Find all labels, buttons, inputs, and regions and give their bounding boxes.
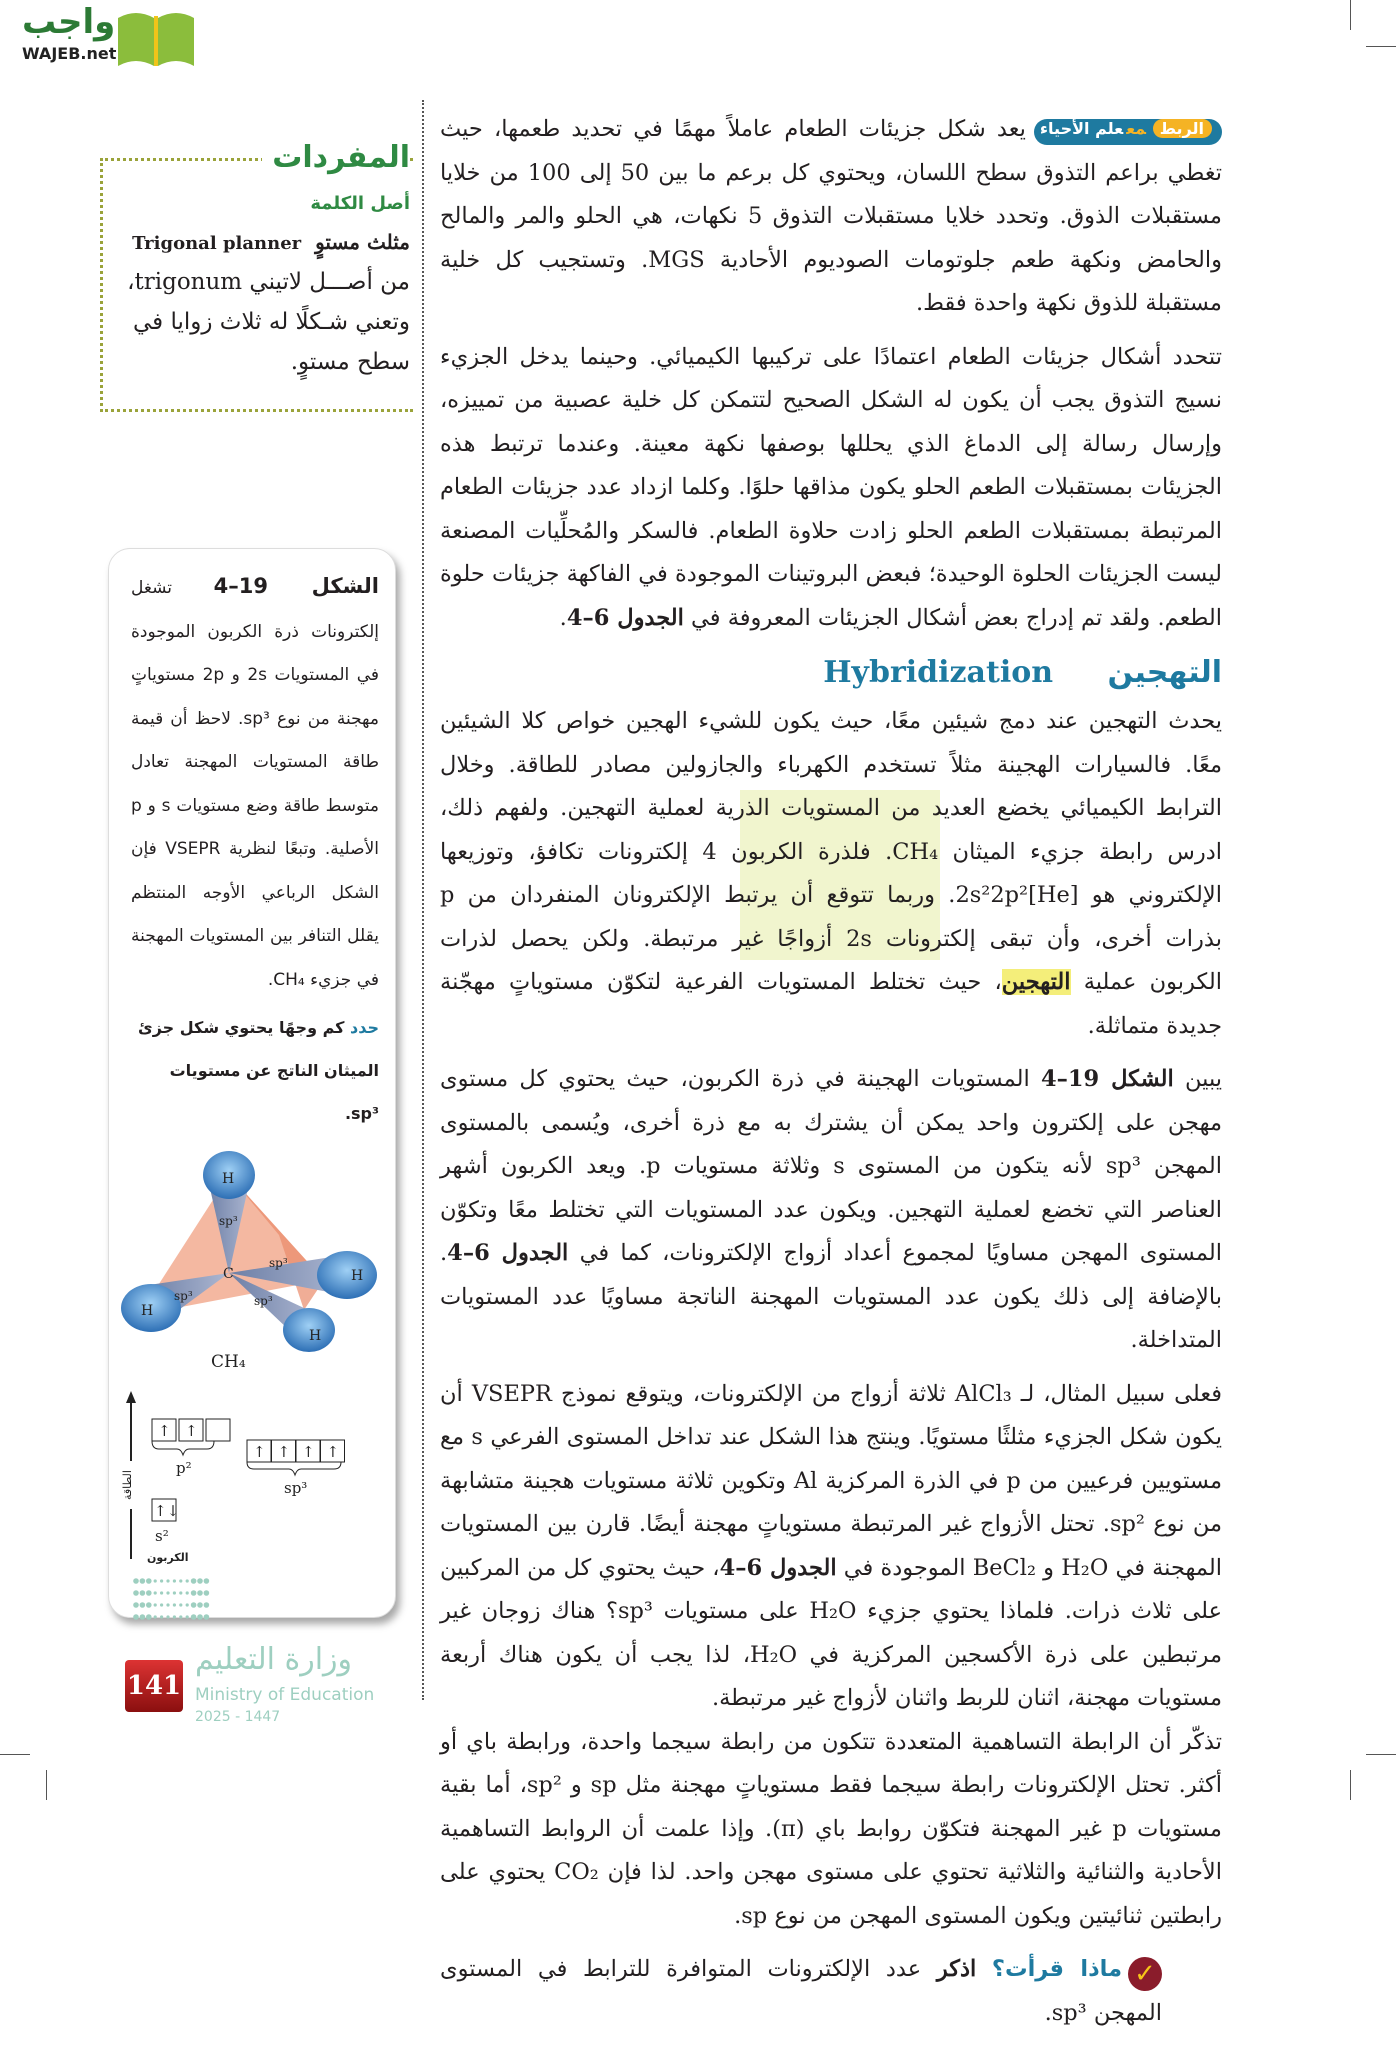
hydrogen-sphere bbox=[317, 1251, 377, 1299]
electron-arrow: ↑ bbox=[326, 1443, 340, 1461]
term-english: Trigonal planner bbox=[132, 233, 302, 254]
sp3-label: sp³ bbox=[174, 1289, 193, 1303]
sp3-level-label: sp³ bbox=[284, 1479, 308, 1497]
text-run: تشغل إلكترونات ذرة الكربون الموجودة في المستويات 2s و 2p مستوياتٍ مهجنة من نوع sp³. لاحظ أن قيمة طاقة المستويات المهجنة تعادل متوسط طاقة وضع مستويات s و p الأصلية. وتبعًا لنظرية VSEPR فإن الشكل الرباعي الأوجه المنتظم يقلل التنافر بين المستويات المهجنة في جزيء CH₄. bbox=[131, 578, 379, 990]
text-run: يحدث التهجين عند دمج شيئين معًا، حيث يكون للشيء الهجين خواص كلا الشيئين معًا. فالسيارات الهجينة مثلاً تستخدم الكهرباء والجازولين مصادر للطاقة. وخلال الترابط الكيميائي يخضع العديد من المستويات الذرية لعملية التهجين. ولفهم ذلك، ادرس رابطة جزيء الميثان CH₄. فلذرة الكربون 4 إلكترونات تكافؤ، وتوزيعها الإلكتروني هو [He]2s²2p². وربما تتوقع أن يرتبط الإلكترونان المنفردان من p بذرات أخرى، وأن تبقى إلكترونات 2s أزواجًا غير مرتبطة. ولكن يحصل لذرات الكربون عملية bbox=[440, 708, 1222, 995]
term-arabic: مثلث مستوٍ bbox=[315, 230, 410, 254]
logo-dot bbox=[133, 1602, 139, 1608]
ministry-english: Ministry of Education bbox=[195, 1685, 375, 1705]
logo-dot bbox=[146, 1614, 152, 1620]
logo-dot bbox=[166, 1591, 169, 1594]
logo-dot bbox=[166, 1603, 169, 1606]
logo-dot bbox=[166, 1579, 169, 1582]
crop-mark bbox=[1350, 1770, 1351, 1800]
text-run: تذكّر أن الرابطة التساهمية المتعددة تتكون من رابطة سيجما واحدة، ورابطة باي أو أكثر. تحتل الإلكترونات رابطة سيجما فقط مستوياتٍ مهجنة مثل sp و sp²، أما بقية مستويات p غير المهجنة فتكوّن روابط باي (π). وإذا علمت أن الروابط التساهمية الأحادية والثنائية والثلاثية تحتوي على مستوى مهجن واحد. لذا فإن CO₂ يحتوي على رابطتين ثنائيتين ويكون المستوى المهجن من نوع sp. bbox=[440, 1728, 1222, 1929]
logo-dot bbox=[191, 1578, 197, 1584]
logo-dot bbox=[140, 1602, 146, 1608]
figure-caption bbox=[131, 565, 379, 1002]
arrow-up-icon bbox=[126, 1391, 136, 1403]
logo-latin: WAJEB.net bbox=[22, 44, 117, 63]
logo-dot bbox=[173, 1579, 176, 1582]
logo-dot bbox=[154, 1591, 157, 1594]
s-label: s² bbox=[155, 1527, 169, 1545]
sp3-label: sp³ bbox=[254, 1294, 273, 1308]
figure-question bbox=[131, 1006, 379, 1135]
vocab-definition: من أصـــل لاتيني trigonum، وتعني شـكلًا له ثلاث زوايا في سطح مستوٍ. bbox=[127, 269, 410, 375]
logo-dot bbox=[154, 1579, 157, 1582]
logo-dot bbox=[146, 1590, 152, 1596]
logo-dot bbox=[179, 1591, 182, 1594]
text-run: ، حيث تختلط المستويات الفرعية لتكوّن مستوياتٍ مهجّنة جديدة متماثلة. bbox=[440, 969, 1222, 1039]
vocab-subtitle: أصل الكلمة bbox=[310, 193, 410, 214]
logo-dot bbox=[160, 1603, 163, 1606]
logo-dot bbox=[173, 1615, 176, 1618]
logo-dot bbox=[191, 1590, 197, 1596]
text-run: فعلى سبيل المثال، لـ AlCl₃ ثلاثة أزواج من الإلكترونات، ويتوقع نموذج VSEPR أن يكون شكل الجزيء مثلثًا مستويًا. وينتج هذا الشكل عند تداخل المستوى الفرعي s مع مستويين فرعيين من p في الذرة المركزية Al وتكوين ثلاثة مستويات هجينة متشابهة من نوع sp². تحتل الأزواج غير المرتبطة مستوياتٍ مهجنة أيضًا. قارن بين المستويات المهجنة في H₂O و BeCl₂ الموجودة في bbox=[440, 1380, 1223, 1581]
text-run: يبين bbox=[1173, 1066, 1223, 1092]
crop-mark bbox=[0, 1754, 30, 1755]
paragraph-alcl3-example bbox=[440, 1373, 1222, 1721]
energy-level-diagram bbox=[119, 1389, 389, 1569]
logo-dot bbox=[197, 1590, 203, 1596]
energy-axis-label: الطاقة bbox=[121, 1470, 134, 1500]
logo-dot bbox=[204, 1590, 210, 1596]
crop-mark bbox=[1366, 46, 1396, 47]
bold-text-run: التهجين bbox=[1001, 969, 1071, 995]
carbon-atom-label: الكربون bbox=[147, 1551, 189, 1564]
section-heading bbox=[440, 650, 1222, 696]
sp3-label: sp³ bbox=[269, 1256, 288, 1270]
paragraph-sigma-pi bbox=[440, 1721, 1222, 1939]
figure-card bbox=[108, 548, 396, 1618]
connection-badge bbox=[1034, 119, 1222, 145]
electron-arrow: ↑ bbox=[185, 1422, 198, 1440]
logo-dot bbox=[173, 1603, 176, 1606]
ministry-logo-dots bbox=[72, 1575, 272, 1635]
molecule-label: CH₄ bbox=[211, 1352, 246, 1372]
logo-dot bbox=[154, 1615, 157, 1618]
bold-text-run: الجدول 6–4 bbox=[719, 1554, 837, 1581]
logo-dot bbox=[146, 1602, 152, 1608]
electron-arrow: ↑ bbox=[158, 1422, 171, 1440]
ministry-arabic: وزارة التعليم bbox=[195, 1642, 353, 1677]
heading-english: Hybridization bbox=[823, 655, 1054, 690]
logo-dot bbox=[133, 1590, 139, 1596]
logo-dot bbox=[166, 1615, 169, 1618]
logo-dot bbox=[160, 1579, 163, 1582]
logo-dot bbox=[146, 1578, 152, 1584]
p-orbital-box bbox=[206, 1419, 230, 1441]
book-icon bbox=[114, 8, 198, 68]
text-run: المستويات الهجينة في ذرة الكربون، حيث يحتوي كل مستوى مهجن على إلكترون واحد يمكن أن يشترك به مع ذرة أخرى، ويُسمى بالمستوى المهجن sp³ لأنه يتكون من المستوى s وثلاثة مستويات p. ويعد الكربون أشهر العناصر التي تخضع لعملية التهجين. ويكون عدد المستويات التي تختلط معًا وتكوّن المستوى المهجن مساويًا لمجموع أعداد أزواج الإلكترونات، كما في bbox=[440, 1066, 1222, 1266]
logo-dot bbox=[204, 1602, 210, 1608]
bold-text-run: الشكل 19–4 bbox=[213, 574, 379, 598]
logo-dot bbox=[133, 1578, 139, 1584]
main-text-column bbox=[440, 108, 1222, 2045]
logo-dot bbox=[179, 1615, 182, 1618]
crop-mark bbox=[1350, 0, 1351, 30]
logo-dot bbox=[191, 1614, 197, 1620]
h-label: H bbox=[309, 1328, 322, 1344]
vocabulary-box bbox=[100, 140, 410, 382]
bold-text-run: الشكل 19–4 bbox=[1041, 1066, 1174, 1092]
logo-dot bbox=[191, 1602, 197, 1608]
logo-dot bbox=[186, 1615, 189, 1618]
question-text: كم وجهًا يحتوي شكل جزئ الميثان الناتج عن مستويات sp³. bbox=[138, 1018, 379, 1123]
logo-dot bbox=[186, 1579, 189, 1582]
logo-dot bbox=[186, 1603, 189, 1606]
paired-arrows: ↑↓ bbox=[154, 1502, 180, 1520]
paragraph-figure-reference bbox=[440, 1058, 1222, 1363]
page-number: 141 bbox=[125, 1660, 183, 1712]
vocab-title: المفردات bbox=[262, 140, 410, 175]
logo-arabic: واجب bbox=[22, 2, 116, 42]
column-divider bbox=[422, 100, 424, 1700]
electron-arrow: ↑ bbox=[253, 1443, 266, 1461]
ministry-year: 2025 - 1447 bbox=[195, 1709, 281, 1725]
logo-dot bbox=[197, 1578, 203, 1584]
logo-dot bbox=[140, 1578, 146, 1584]
bold-text-run: الجدول 6–4 bbox=[447, 1240, 569, 1266]
h-label: H bbox=[351, 1268, 364, 1284]
bold-text-run: الجدول 6–4 bbox=[566, 604, 684, 631]
logo-dot bbox=[160, 1591, 163, 1594]
electron-arrow: ↑ bbox=[302, 1443, 315, 1461]
reading-check-verb: اذكر bbox=[936, 1956, 977, 1982]
paragraph-hybridization-intro bbox=[440, 700, 1222, 1048]
h-label: H bbox=[222, 1171, 235, 1187]
logo-dot bbox=[133, 1614, 139, 1620]
text-run: . بالإضافة إلى ذلك يكون عدد المستويات المهجنة الناتجة مساويًا عدد المستويات المتداخلة. bbox=[440, 1240, 1222, 1353]
logo-dot bbox=[204, 1578, 210, 1584]
paragraph-biology-connection bbox=[440, 108, 1222, 326]
logo-dot bbox=[186, 1591, 189, 1594]
logo-dot bbox=[197, 1602, 203, 1608]
methane-orbital-diagram bbox=[119, 1145, 389, 1375]
badge-label: الربط bbox=[1153, 119, 1212, 138]
p-label: p² bbox=[176, 1459, 192, 1477]
text-run: . bbox=[559, 604, 567, 631]
text-run: يعد شكل جزيئات الطعام عاملاً مهمًا في تحديد طعمها، حيث تغطي براعم التذوق سطح اللسان، ويحتوي كل برعم ما بين 50 إلى 100 من خلايا مستقبلات الذوق. وتحدد خلايا مستقبلات التذوق 5 نكهات، هي الحلو والمر والمالح والحامض ونكهة طعم جلوتومات الصوديوم الأحادية MGS. وتستجيب كل خلية مستقبلة للذوق نكهة واحدة فقط. bbox=[440, 116, 1222, 316]
logo-dot bbox=[160, 1615, 163, 1618]
carbon-label: C bbox=[223, 1266, 234, 1282]
wajeb-logo[interactable] bbox=[10, 4, 190, 66]
checkmark-icon: ✓ bbox=[1128, 1957, 1162, 1991]
logo-dot bbox=[140, 1614, 146, 1620]
logo-dot bbox=[179, 1579, 182, 1582]
reading-check bbox=[440, 1948, 1222, 2035]
crop-mark bbox=[1366, 1754, 1396, 1755]
logo-dot bbox=[173, 1591, 176, 1594]
p-brace bbox=[152, 1441, 214, 1455]
electron-arrow: ↑ bbox=[277, 1443, 291, 1461]
h-label: H bbox=[141, 1303, 154, 1319]
crop-mark bbox=[46, 1770, 47, 1800]
logo-dot bbox=[204, 1614, 210, 1620]
reading-check-label: ماذا قرأت؟ bbox=[991, 1956, 1122, 1982]
paragraph-food-shapes bbox=[440, 336, 1222, 641]
logo-dot bbox=[140, 1590, 146, 1596]
logo-dot bbox=[179, 1603, 182, 1606]
question-verb: حدد bbox=[350, 1018, 379, 1037]
text-run: ، حيث يحتوي كل من المركبين على ثلاث ذرات. فلماذا يحتوي جزيء H₂O على مستويات sp³؟ هناك زوجان غير مرتبطين على ذرة الأكسجين المركزية في H₂O، لذا يجب أن يكون هناك أربعة مستويات مهجنة، اثنان للربط واثنان لأزواج غير مرتبطة. bbox=[440, 1554, 1222, 1711]
badge-subject: علم الأحياء bbox=[1039, 119, 1124, 138]
sp3-label: sp³ bbox=[219, 1214, 238, 1228]
heading-arabic: التهجين bbox=[1107, 655, 1222, 690]
badge-with: مع bbox=[1126, 119, 1146, 138]
sp3-brace bbox=[247, 1462, 341, 1475]
paragraph-text bbox=[440, 116, 1222, 316]
text-run: تتحدد أشكال جزيئات الطعام اعتمادًا على تركيبها الكيميائي. وحينما يدخل الجزيء نسيج التذوق يجب أن يكون له الشكل الصحيح لتتمكن كل خلية عصبية من تمييزه، وإرسال رسالة إلى الدماغ الذي يحللها بوصفها نكهة معينة. وعندما ترتبط هذه الجزيئات بمستقبلات الطعم الحلو يكون مذاقها حلوًا. وكلما ازداد عدد جزيئات الطعام المرتبطة بمستقبلات الطعم الحلو زادت حلاوة الطعام. فالسكر والمُحلِّيات المصنعة ليست الجزيئات الحلوة الوحيدة؛ فبعض البروتينات الموجودة في الفاكهة جزيئات حلوة الطعم. ولقد تم إدراج بعض أشكال الجزيئات المعروفة في bbox=[440, 343, 1222, 631]
logo-dot bbox=[154, 1603, 157, 1606]
logo-dot bbox=[197, 1614, 203, 1620]
reading-check-text: عدد الإلكترونات المتوافرة للترابط في المستوى المهجن sp³. bbox=[440, 1956, 1162, 2026]
